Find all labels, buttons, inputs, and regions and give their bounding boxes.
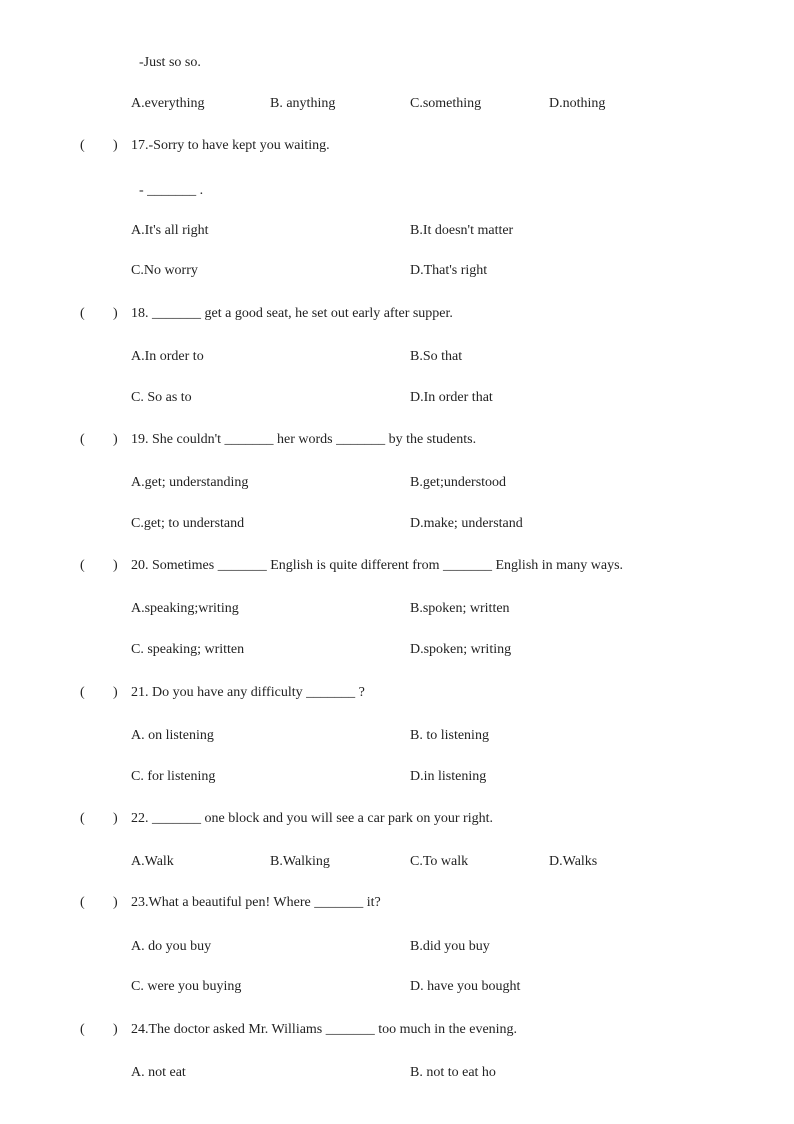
q21-option-b: B. to listening — [410, 728, 489, 743]
prev-option-a: A.everything — [131, 96, 205, 111]
q22-option-c: C.To walk — [410, 854, 469, 869]
question-17-reply: - _______ . — [139, 183, 204, 198]
q23-option-b: B.did you buy — [410, 939, 490, 954]
prev-reply: -Just so so. — [139, 55, 201, 70]
q19-option-d: D.make; understand — [410, 516, 523, 531]
q23-option-c: C. were you buying — [131, 979, 242, 994]
q18-option-a: A.In order to — [131, 349, 204, 364]
q17-option-b: B.It doesn't matter — [410, 223, 514, 238]
q22-option-b: B.Walking — [270, 854, 330, 869]
prev-option-d: D.nothing — [549, 96, 606, 111]
exam-page: -Just so so. A.everything B. anything C.something D.nothing ( ) 17.-Sorry to have kept you waiting. - _______ . A.It's all right B.It doesn't matter C.No worry D.That's right ( ) 18. _______ get a good seat, he set out early after supper. A.In order to B.So that C. So as to D.In order that ( ) 19. She couldn't _______ her words _______ by the students. A.get; understanding B.get;understood C.get; to understand D.make; understand ( ) 20. Sometimes _______ English is quite different from _______ English in many ways. A.speaking;writing B.spoken; written C. speaking; written D.spoken; writing ( ) 21. Do you have any difficulty _______ ? A. on listening B. to listening C. for listening D.in listening ( ) 22. _______ one block and you will see a car park on your right. A.Walk B.Walking C.To walk D.Walks ( ) 23.What a beautiful pen! Where _______ it? A. do you buy B.did you buy C. were you buying D. have you bought ( ) 24.The doctor asked Mr. Williams _______ too much in the evening. A. not eat B. not to eat ho — [80, 55, 624, 1080]
question-23-stem: 23.What a beautiful pen! Where _______ it? — [131, 895, 381, 910]
prev-option-c: C.something — [410, 96, 482, 111]
q17-option-a: A.It's all right — [131, 223, 209, 238]
question-22-stem: 22. _______ one block and you will see a car park on your right. — [131, 811, 493, 826]
q20-option-b: B.spoken; written — [410, 601, 510, 616]
q22-option-d: D.Walks — [549, 854, 598, 869]
q20-option-a: A.speaking;writing — [131, 601, 239, 616]
q21-option-a: A. on listening — [131, 728, 214, 743]
q21-option-c: C. for listening — [131, 769, 216, 784]
q18-option-d: D.In order that — [410, 390, 493, 405]
prev-option-b: B. anything — [270, 96, 336, 111]
q18-option-c: C. So as to — [131, 390, 192, 405]
q18-option-b: B.So that — [410, 349, 463, 364]
q20-option-d: D.spoken; writing — [410, 642, 512, 657]
question-20-stem: 20. Sometimes _______ English is quite different from _______ English in many ways. — [131, 558, 624, 573]
q19-option-c: C.get; to understand — [131, 516, 245, 531]
question-24-stem: 24.The doctor asked Mr. Williams _______ too much in the evening. — [131, 1022, 518, 1037]
q24-option-b: B. not to eat ho — [410, 1065, 496, 1080]
q17-option-c: C.No worry — [131, 263, 198, 278]
question-17-stem: 17.-Sorry to have kept you waiting. — [131, 138, 330, 153]
q20-option-c: C. speaking; written — [131, 642, 245, 657]
q19-option-b: B.get;understood — [410, 475, 507, 490]
q22-option-a: A.Walk — [131, 854, 174, 869]
question-19-stem: 19. She couldn't _______ her words _______ by the students. — [131, 432, 477, 447]
q23-option-d: D. have you bought — [410, 979, 521, 994]
question-18-stem: 18. _______ get a good seat, he set out early after supper. — [131, 306, 453, 321]
q19-option-a: A.get; understanding — [131, 475, 249, 490]
q24-option-a: A. not eat — [131, 1065, 186, 1080]
q17-option-d: D.That's right — [410, 263, 488, 278]
q23-option-a: A. do you buy — [131, 939, 212, 954]
question-21-stem: 21. Do you have any difficulty _______ ? — [131, 685, 365, 700]
q21-option-d: D.in listening — [410, 769, 487, 784]
